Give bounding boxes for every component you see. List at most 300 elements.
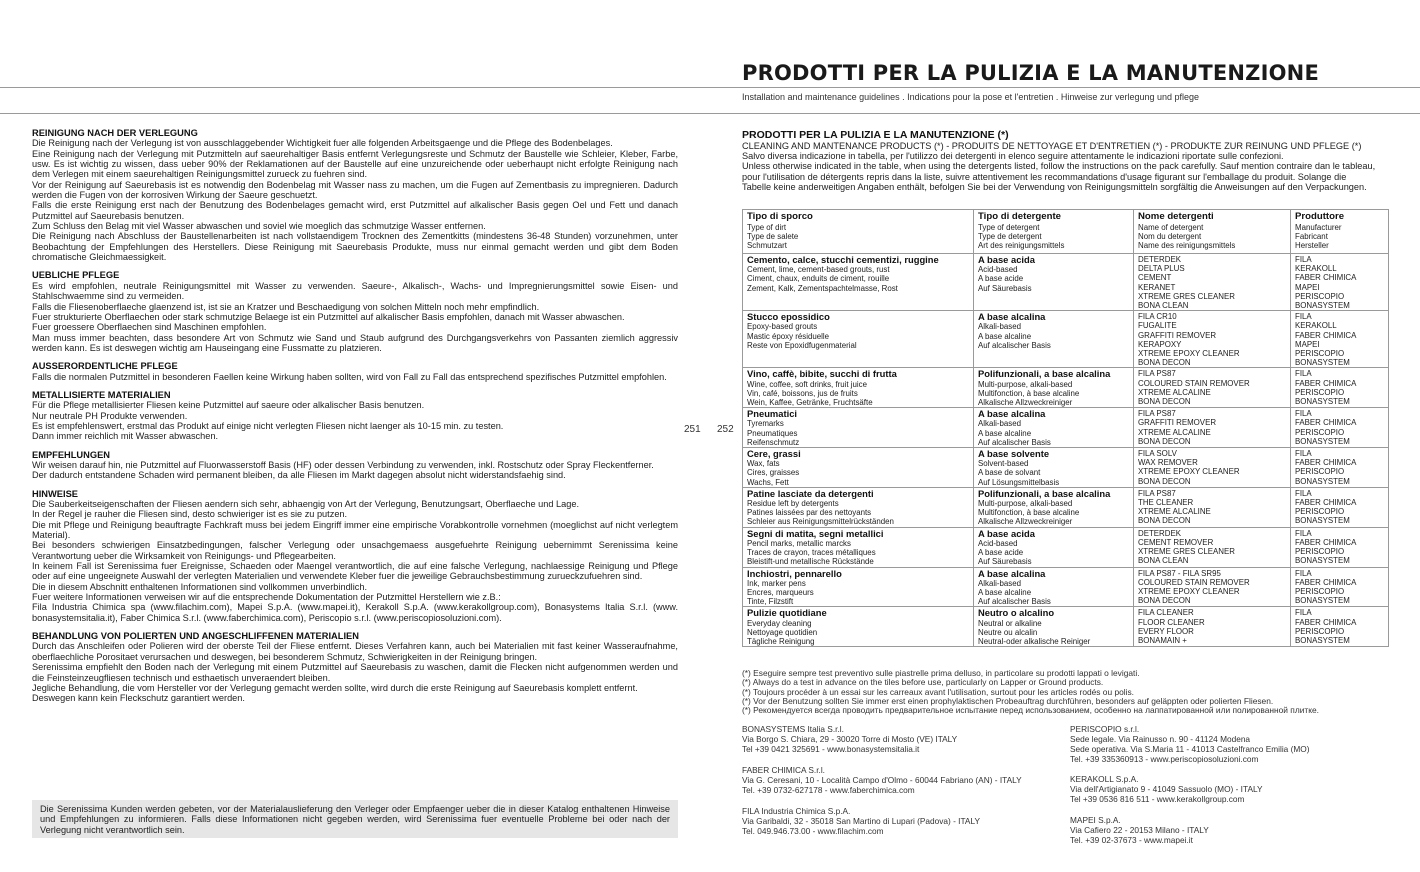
detergent-type-translation: Alkali-based <box>978 419 1021 429</box>
detergent-names-cell <box>1134 527 1291 567</box>
table-row <box>743 487 1389 527</box>
detergent-name: BONAMAIN + <box>1138 635 1187 645</box>
detergent-names-cell <box>1134 311 1291 368</box>
detergent-name: KERAPOXY <box>1138 339 1182 349</box>
detergent-name: BONA DECON <box>1138 596 1191 606</box>
detergent-names-cell <box>1134 408 1291 448</box>
section-paragraph: Fuer groessere Oberflaechen sind Maschinen empfohlen. <box>32 322 267 333</box>
contact-block <box>1070 725 1310 765</box>
detergent-type: Polifunzionali, a base alcalina <box>978 487 1111 499</box>
detergent-name: FILA PS87 - FILA SR95 <box>1138 568 1221 578</box>
dirt-type-translation: Bleistift-und metallische Rückstände <box>747 557 874 567</box>
manufacturer-name: FABER CHIMICA <box>1295 577 1357 587</box>
section-paragraph: Dann immer reichlich mit Wasser abwaschen. <box>32 431 219 442</box>
detergent-name: EVERY FLOOR <box>1138 626 1194 636</box>
detergent-name: WAX REMOVER <box>1138 458 1198 468</box>
dirt-type-cell <box>743 567 974 607</box>
detergent-name: DETERDEK <box>1138 255 1181 264</box>
dirt-type-translation: Everyday cleaning <box>747 618 812 628</box>
detergent-name: FILA PS87 <box>1138 409 1176 419</box>
section-paragraph: Fuer weitere Informationen verweisen wir auf die entsprechende Dokumentation der Putzmittel Herstellern wie z.B.: <box>32 592 501 603</box>
manufacturer-name: PERISCOPIO <box>1295 427 1345 437</box>
detergent-type-translation: Multi-purpose, alkali-based <box>978 499 1073 509</box>
dirt-type-cell <box>743 487 974 527</box>
manufacturer-cell <box>1291 448 1389 488</box>
detergent-name: BONA DECON <box>1138 358 1191 368</box>
detergent-type-translation: A base alcaline <box>978 587 1032 597</box>
detergent-name: XTREME ALCALINE <box>1138 507 1211 517</box>
detergent-type-translation: A base alcaline <box>978 331 1032 341</box>
contact-name: MAPEI S.p.A. <box>1070 815 1121 825</box>
contact-line: Sede operativa. Via S.Maria 11 - 41013 Castelfranco Emilia (MO) <box>1070 743 1310 754</box>
detergent-name: CEMENT REMOVER <box>1138 537 1214 547</box>
cleaning-products-table <box>742 209 1389 647</box>
column-header-title: Tipo di detergente <box>978 211 1061 222</box>
detergent-type-translation: Multi-purpose, alkali-based <box>978 379 1073 389</box>
section-paragraph: Nur neutrale PH Produkte verwenden. <box>32 410 188 421</box>
table-row <box>743 408 1389 448</box>
section-paragraph: Der dadurch entstandene Schaden wird permanent bleiben, da alle Fliesen im Markt dagegen absolut nicht widerstandsfaehig sind. <box>32 470 566 481</box>
detergent-type-translation: Auf Lösungsmittelbasis <box>978 477 1060 487</box>
manufacturer-name: FABER CHIMICA <box>1295 378 1357 388</box>
table-row <box>743 368 1389 408</box>
left-column <box>32 128 678 712</box>
section-title: METALLISIERTE MATERIALIEN <box>32 389 171 400</box>
detergent-names-cell <box>1134 567 1291 607</box>
detergent-type: Neutro o alcalino <box>978 607 1055 619</box>
column-header-translation: Hersteller <box>1295 240 1329 250</box>
detergent-name: BONA DECON <box>1138 397 1191 407</box>
column-header-translation: Schmutzart <box>747 240 787 250</box>
section-paragraph: Die Reinigung nach der Verlegung ist von ausschlaggebender Wichtigkeit fuer alle folgenden Arbeitsgaenge und die Pflege des Bodenbelages. <box>32 138 613 149</box>
intro-line: Salvo diversa indicazione in tabella, per l'utilizzo dei detergenti in elenco seguire attentamente le indicazioni riportate sulle confezioni. <box>742 151 1284 162</box>
detergent-name: XTREME EPOXY CLEANER <box>1138 467 1240 477</box>
section-paragraph: Fuer strukturierte Oberflaechen oder stark schmutzige Belaege ist ein Putzmittel auf alkalischer Basis empfohlen, danach mit Wasser abwaschen. <box>32 311 625 322</box>
dirt-type: Pulizie quotidiane <box>747 607 827 619</box>
manufacturer-cell <box>1291 254 1389 311</box>
column-header-translation: Type of detergent <box>978 222 1040 232</box>
section-paragraph: Es wird empfohlen, neutrale Reinigungsmittel mit Wasser zu verwenden. Saeure-, Alkalisch-, Wachs- und Impregnierungsmittel sowie Eisen- und Stahlschwaemme sind zu vermeiden. <box>32 280 678 302</box>
detergent-type-translation: Alkali-based <box>978 578 1021 588</box>
contact-name: FABER CHIMICA S.r.l. <box>742 765 825 775</box>
detergent-type-translation: Neutre ou alcalin <box>978 627 1038 637</box>
intro-line: Tabelle keine anderweitigen Angaben enthält, befolgen Sie bei der Verwendung von Reinigungsmitteln sorgfältig die Anweisungen auf den Verpackungen. <box>742 181 1367 192</box>
note-line: (*) Always do a test in advance on the tiles before use, particularly on Lapper or Ground products. <box>742 677 1104 688</box>
contact-line: Tel +39 0421 325691 - www.bonasystemsitalia.it <box>742 743 920 754</box>
manufacturer-name: FABER CHIMICA <box>1295 537 1357 547</box>
detergent-name: BONA CLEAN <box>1138 556 1189 566</box>
column-header-translation: Name des reinigungsmittels <box>1138 240 1236 250</box>
manufacturer-name: FILA <box>1295 312 1312 322</box>
detergent-name: FLOOR CLEANER <box>1138 617 1205 627</box>
section-2 <box>32 270 678 353</box>
dirt-type-translation: Pneumatiques <box>747 428 798 438</box>
contact-block <box>742 807 980 837</box>
page-number-left: 251 <box>684 424 701 435</box>
detergent-type: Polifunzionali, a base alcalina <box>978 368 1111 380</box>
column-header-title: Tipo di sporco <box>747 211 813 222</box>
detergent-name: FILA PS87 <box>1138 488 1176 498</box>
detergent-type-translation: Alkalische Allzweckreiniger <box>978 398 1073 408</box>
section-6 <box>32 489 678 623</box>
dirt-type-translation: Tyremarks <box>747 419 784 429</box>
contact-line: Via dell'Artigianato 9 - 41049 Sassuolo (MO) - ITALY <box>1070 783 1263 794</box>
table-header-row <box>743 210 1389 254</box>
note-line: (*) Toujours procéder à un essai sur les carreaux avant l'utilisation, surtout pour les articles rodés ou polis. <box>742 686 1135 697</box>
contact-line: Via G. Ceresani, 10 - Località Campo d'Olmo - 60044 Fabriano (AN) - ITALY <box>742 774 1022 785</box>
detergent-type-cell <box>974 368 1134 408</box>
detergent-name: BONA DECON <box>1138 436 1191 446</box>
manufacturer-name: FABER CHIMICA <box>1295 418 1357 428</box>
detergent-name: FILA PS87 <box>1138 369 1176 379</box>
detergent-name: XTREME GRES CLEANER <box>1138 291 1235 301</box>
manufacturer-name: FABER CHIMICA <box>1295 458 1357 468</box>
contact-line: Tel. 049.946.73.00 - www.filachim.com <box>742 825 884 836</box>
dirt-type-translation: Reifenschmutz <box>747 437 800 447</box>
section-title: AUSSERORDENTLICHE PFLEGE <box>32 361 178 372</box>
section-3 <box>32 361 678 382</box>
detergent-type: A base alcalina <box>978 311 1046 323</box>
contact-name: FILA Industria Chimica S.p.A. <box>742 806 851 816</box>
detergent-type-translation: Auf alcalischer Basis <box>978 437 1051 447</box>
manufacturer-cell <box>1291 487 1389 527</box>
header-rule-bottom <box>0 113 1420 114</box>
section-paragraph: Vor der Reinigung auf Saeurebasis ist es notwendig den Bodenbelag mit Wasser nass zu machen, um die Fugen auf Zementbasis zu impregnieren. Dadurch werden die Fugen von der korrosiven Wirkung der Saeure geschuetzt. <box>32 179 678 201</box>
right-intro <box>742 129 1388 192</box>
column-header <box>1291 210 1389 254</box>
detergent-type: A base acida <box>978 527 1035 539</box>
contact-name: KERAKOLL S.p.A. <box>1070 774 1139 784</box>
dirt-type-translation: Mastic époxy résiduelle <box>747 331 830 341</box>
section-paragraph: Die mit Pflege und Reinigung beauftragte Fachkraft muss bei jedem Eingriff immer eine empirische Vorabkontrolle vornehmen (moeglichst auf nicht verlegtem Material). <box>32 519 678 541</box>
manufacturer-name: PERISCOPIO <box>1295 387 1345 397</box>
detergent-type-translation: A base de solvant <box>978 468 1041 478</box>
page-subtitle: Installation and maintenance guidelines . Indications pour la pose et l'entretien . Hinweise zur verlegung und pflege <box>742 92 1200 102</box>
detergent-name: COLOURED STAIN REMOVER <box>1138 577 1250 587</box>
column-header <box>974 210 1134 254</box>
dirt-type-cell <box>743 448 974 488</box>
detergent-name: BONA DECON <box>1138 516 1191 526</box>
dirt-type: Patine lasciate da detergenti <box>747 487 874 499</box>
detergent-name: XTREME ALCALINE <box>1138 387 1211 397</box>
intro-line: CLEANING AND MANTENANCE PRODUCTS (*) - PRODUITS DE NETTOYAGE ET D'ENTRETIEN (*) - PRODUKTE ZUR REINUNG UND PFLEGE (*) <box>742 141 1362 151</box>
manufacturer-name: KERAKOLL <box>1295 321 1337 331</box>
section-title: HINWEISE <box>32 488 78 499</box>
table-row <box>743 448 1389 488</box>
detergent-type-translation: Auf Säurebasis <box>978 283 1032 293</box>
note-line: (*) Vor der Benutzung sollten Sie immer erst einen prophylaktischen Probeauftrag durchführen, besonders auf geläppten oder polierten Fliesen. <box>742 695 1274 706</box>
column-header-translation: Type de detergent <box>978 231 1042 241</box>
detergent-type-cell <box>974 254 1134 311</box>
detergent-type-translation: Solvent-based <box>978 459 1029 469</box>
section-paragraph: Die Sauberkeitseigenschaften der Fliesen aendern sich sehr, abhaengig von Art der Verlegung, Benutzungsart, Oberflaeche und Lage. <box>32 499 580 509</box>
section-7 <box>32 631 678 703</box>
section-paragraph: Deswegen kann kein Fleckschutz garantiert werden. <box>32 693 245 704</box>
test-notes <box>742 669 1388 715</box>
section-paragraph: Falls die erste Reinigung erst nach der Benutzung des Bodenbelages gemacht wird, erst Putzmittel auf alkalischer Basis gegen Oel und Fett und danach Putzmittel auf Saeurebasis benutzen. <box>32 200 678 221</box>
dirt-type-translation: Pencil marks, metallic marcks <box>747 538 851 548</box>
detergent-names-cell <box>1134 607 1291 647</box>
section-paragraph: Fila Industria Chimica spa (www.filachim.com), Mapei S.p.A. (www.mapei.it), Kerakoll S.p.A. (www.kerakollgroup.com), Bonasystems Italia S.r.l. (www. bonasystemsitalia.it), Faber Chimica S.r.l. (www.faberchimica.com), Periscopio s.r.l. (www.periscopiosoluzioni.com). <box>32 602 678 623</box>
manufacturer-name: BONASYSTEM <box>1295 397 1350 407</box>
detergent-type-cell <box>974 448 1134 488</box>
table-body <box>743 254 1389 647</box>
column-header-translation: Fabricant <box>1295 231 1328 241</box>
detergent-type-translation: A base acide <box>978 548 1024 558</box>
dirt-type-cell <box>743 408 974 448</box>
contact-line: Via Borgo S. Chiara, 29 - 30020 Torre di Mosto (VE) ITALY <box>742 733 958 744</box>
contact-line: Sede legale. Via Rainusso n. 90 - 41124 Modena <box>1070 733 1251 744</box>
dirt-type: Cere, grassi <box>747 448 801 460</box>
column-header-translation: Name of detergent <box>1138 222 1204 232</box>
section-paragraph: Durch das Anschleifen oder Polieren wird der oberste Teil der Fliese entfernt. Dieses Verfahren kann, auch bei Materialien mit fast keiner Wasseraufnahme, oberflaechliche Porositaet verursachen und deswegen, bei besonderem Schmutz, Schwierigkeiten in der Reinigung bringen. <box>32 641 678 662</box>
manufacturer-name: FABER CHIMICA <box>1295 273 1357 283</box>
detergent-type-translation: Multifonction, à base alcaline <box>978 388 1080 398</box>
dirt-type: Pneumatici <box>747 408 798 420</box>
dirt-type-translation: Epoxy-based grouts <box>747 322 818 332</box>
column-header-translation: Nom du detergent <box>1138 231 1202 241</box>
contact-name: PERISCOPIO s.r.l. <box>1070 724 1140 734</box>
header-rule-top <box>0 87 1420 88</box>
manufacturer-name: PERISCOPIO <box>1295 626 1345 636</box>
section-paragraph: Wir weisen darauf hin, nie Putzmittel auf Fluorwasserstoff Basis (HF) oder dessen Verbindung zu verwenden, inkl. Rostschutz oder Spray Fleckentferner. <box>32 459 654 470</box>
section-paragraph: Zum Schluss den Belag mit viel Wasser abwaschen und soviel wie moeglich das schmutzige Wasser entfernen. <box>32 221 486 232</box>
detergent-type-cell <box>974 527 1134 567</box>
page-number-right: 252 <box>717 424 734 435</box>
manufacturer-name: BONASYSTEM <box>1295 476 1350 486</box>
section-paragraph: Jegliche Behandlung, die vom Hersteller vor der Verlegung gemacht werden sollte, wird durch die erste Reinigung auf Saeurebasis komplett entfernt. <box>32 682 638 693</box>
dirt-type-cell <box>743 607 974 647</box>
manufacturer-name: FILA <box>1295 409 1312 419</box>
dirt-type-translation: Traces de crayon, traces métalliques <box>747 548 876 558</box>
contact-block <box>1070 775 1263 805</box>
section-5 <box>32 450 678 481</box>
detergent-name: COLOURED STAIN REMOVER <box>1138 378 1250 388</box>
detergent-type-cell <box>974 487 1134 527</box>
note-line: (*) Eseguire sempre test preventivo sulle piastrelle prima delluso, in particolare su prodotti lappati o levigati. <box>742 668 1140 678</box>
detergent-type-translation: A base alcaline <box>978 428 1032 438</box>
manufacturer-name: FILA <box>1295 568 1312 578</box>
manufacturer-cell <box>1291 311 1389 368</box>
manufacturer-name: PERISCOPIO <box>1295 467 1345 477</box>
detergent-name: XTREME ALCALINE <box>1138 427 1211 437</box>
detergent-type-translation: Auf alcalischer Basis <box>978 340 1051 350</box>
manufacturer-cell <box>1291 567 1389 607</box>
dirt-type-cell <box>743 311 974 368</box>
dirt-type-translation: Patines laissées par des nettoyants <box>747 508 872 518</box>
detergent-names-cell <box>1134 368 1291 408</box>
dirt-type-translation: Zement, Kalk, Zementspachtelmasse, Rost <box>747 283 898 293</box>
dirt-type-translation: Ink, marker pens <box>747 578 806 588</box>
dirt-type-translation: Wein, Kaffee, Getränke, Fruchtsäfte <box>747 398 873 408</box>
contact-line: Tel. +39 02-37673 - www.mapei.it <box>1070 834 1193 845</box>
dirt-type-translation: Wachs, Fett <box>747 477 789 487</box>
detergent-type-cell <box>974 607 1134 647</box>
detergent-name: FILA CLEANER <box>1138 608 1194 618</box>
table-row <box>743 607 1389 647</box>
note-line: (*) Рекомендуется всегда проводить предварительное испытание перед использованием, особенно на лаппатированной или полированной плитке. <box>742 705 1319 716</box>
section-4 <box>32 390 678 442</box>
contact-block <box>742 725 957 755</box>
manufacturer-name: PERISCOPIO <box>1295 507 1345 517</box>
dirt-type: Cemento, calce, stucchi cementizi, ruggine <box>747 254 939 265</box>
section-paragraph: Falls die normalen Putzmittel in besonderen Faellen keine Wirkung haben sollten, wird von Fall zu Fall das entsprechend spezifisches Putzmittel empfohlen. <box>32 371 667 382</box>
section-paragraph: In der Regel je rauher die Fliesen sind, desto schwieriger ist es sie zu putzen. <box>32 509 348 520</box>
manufacturer-name: FILA <box>1295 449 1312 459</box>
manufacturer-name: BONASYSTEM <box>1295 596 1350 606</box>
dirt-type-translation: Nettoyage quotidien <box>747 627 818 637</box>
section-paragraph: Serenissima empfiehlt den Boden nach der Verlegung mit einem Putzmittel auf Saeurebasis zu waschen, damit die Flecken nicht aufgenommen werden und die Feinsteinzeugfliesen technisch und esthaetisch unveraendert bleiben. <box>32 662 678 683</box>
detergent-name: BONA CLEAN <box>1138 301 1189 311</box>
column-header-translation: Type de salete <box>747 231 799 241</box>
dirt-type: Stucco epossidico <box>747 311 830 323</box>
contact-block <box>742 766 1022 796</box>
detergent-name: CEMENT <box>1138 273 1172 283</box>
column-header-translation: Type of dirt <box>747 222 787 232</box>
page-title: PRODOTTI PER LA PULIZIA E LA MANUTENZIONE <box>742 61 1319 85</box>
manufacturer-cell <box>1291 368 1389 408</box>
detergent-names-cell <box>1134 254 1291 311</box>
detergent-type-translation: A base acide <box>978 274 1024 284</box>
manufacturer-name: BONASYSTEM <box>1295 635 1350 645</box>
section-title: REINIGUNG NACH DER VERLEGUNG <box>32 128 198 138</box>
detergent-name: FILA SOLV <box>1138 449 1177 459</box>
section-paragraph: In keinem Fall ist Serenissima fuer Ereignisse, Schaeden oder Maengel verantwortlich, die auf eine falsche Verlegung, nachlaessige Reinigung und Pflege oder auf eine ungeeignete Auswahl der verlegten Materialien und verwendete Kleber fuer die jeweilige Gebrauchsbestimmung zurueckzufuehren sind. <box>32 561 678 582</box>
dirt-type-cell <box>743 368 974 408</box>
detergent-type-cell <box>974 408 1134 448</box>
manufacturer-cell <box>1291 607 1389 647</box>
section-paragraph: Man muss immer beachten, dass besondere Art von Schmutz wie Sand und Staub aufgrund des Durchgangsverkehrs von Passanten ziemlich aggressiv werden kann. Es ist deswegen wichtig am Hauseingang eine Fussmatte zu platzieren. <box>32 332 678 353</box>
dirt-type-translation: Wine, coffee, soft drinks, fruit juice <box>747 379 868 389</box>
manufacturer-name: FILA <box>1295 255 1312 264</box>
detergent-name: XTREME EPOXY CLEANER <box>1138 349 1240 359</box>
manufacturer-cell <box>1291 408 1389 448</box>
detergent-type-translation: Multifonction, à base alcaline <box>978 508 1080 518</box>
detergent-type-translation: Alkalische Allzweckreiniger <box>978 517 1073 527</box>
dirt-type-translation: Schleier aus Reinigungsmittelrückständen <box>747 517 894 527</box>
detergent-type-translation: Auf alcalischer Basis <box>978 597 1051 607</box>
manufacturer-name: BONASYSTEM <box>1295 301 1350 311</box>
section-1 <box>32 128 678 262</box>
contact-line: Tel. +39 335360913 - www.periscopiosoluzioni.com <box>1070 753 1259 764</box>
table-row <box>743 527 1389 567</box>
detergent-type-translation: Neutral or alkaline <box>978 618 1042 628</box>
detergent-name: FUGALITE <box>1138 321 1177 331</box>
contact-name: BONASYSTEMS Italia S.r.l. <box>742 724 844 734</box>
manufacturer-name: BONASYSTEM <box>1295 358 1350 368</box>
manufacturer-name: BONASYSTEM <box>1295 556 1350 566</box>
detergent-type-cell <box>974 311 1134 368</box>
dirt-type-cell <box>743 254 974 311</box>
dirt-type-translation: Residue left by detergents <box>747 499 839 509</box>
detergent-name: XTREME GRES CLEANER <box>1138 547 1235 557</box>
dirt-type-translation: Vin, café, boissons, jus de fruits <box>747 388 858 398</box>
intro-line: pour l'utilisation de détergents repris dans la liste, suivre attentivement les recommandations d'usage figurant sur l'emballage du produit. Solange die <box>742 171 1347 182</box>
detergent-name: BONA DECON <box>1138 476 1191 486</box>
dirt-type-translation: Wax, fats <box>747 459 780 469</box>
manufacturer-name: FILA <box>1295 608 1312 618</box>
detergent-name: XTREME EPOXY CLEANER <box>1138 586 1240 596</box>
dirt-type-translation: Ciment, chaux, enduits de ciment, rouille <box>747 274 890 284</box>
detergent-name: THE CLEANER <box>1138 498 1194 508</box>
dirt-type-translation: Encres, marqueurs <box>747 587 814 597</box>
detergent-name: FILA CR10 <box>1138 312 1177 322</box>
manufacturer-name: MAPEI <box>1295 339 1320 349</box>
manufacturer-name: KERAKOLL <box>1295 264 1337 274</box>
section-paragraph: Die in diesem Abschnitt enthaltenen Informationen sind vollkommen unverbindlich. <box>32 581 368 592</box>
manufacturer-name: FILA <box>1295 528 1312 538</box>
column-header-translation: Manufacturer <box>1295 222 1342 232</box>
intro-line: Unless otherwise indicated in the table, when using the detergents listed, follow the instructions on the pack carefully. Sauf mention contraire dan le tableau, <box>742 161 1376 172</box>
detergent-names-cell <box>1134 487 1291 527</box>
table-row <box>743 254 1389 311</box>
section-paragraph: Eine Reinigung nach der Verlegung mit Putzmitteln auf saeurehaltiger Basis entfernt Verlegungsreste und Schmutz der Baustelle wie Schleier, Kleber, Farbe, usw. Es ist wichtig zu wissen, dass ueber 90% der Reklamationen auf der Baustelle auf eine unzureichende oder ueberhaupt nicht erfolgte Reinigung nach dem Verlegen mit einem saeurehaltigen Reinigungsmittel zurueck zu fuehren sind. <box>32 148 678 180</box>
detergent-names-cell <box>1134 448 1291 488</box>
dirt-type-translation: Cement, lime, cement-based grouts, rust <box>747 265 890 275</box>
manufacturer-cell <box>1291 527 1389 567</box>
detergent-name: DELTA PLUS <box>1138 264 1185 274</box>
section-paragraph: Es ist empfehlenswert, erstmal das Produkt auf einige nicht verlegten Fliesen nicht laenger als 10-15 min. zu testen. <box>32 420 504 431</box>
detergent-type-translation: Auf Säurebasis <box>978 557 1032 567</box>
contact-line: Tel. +39 0732-627178 - www.faberchimica.com <box>742 784 915 795</box>
manufacturer-name: FILA <box>1295 488 1312 498</box>
column-header-title: Nome detergenti <box>1138 211 1214 222</box>
section-paragraph: Für die Pflege metallisierter Fliesen keine Putzmittel auf saeure oder alkalischer Basis benutzen. <box>32 400 425 411</box>
detergent-name: DETERDEK <box>1138 528 1181 538</box>
column-header <box>1134 210 1291 254</box>
contact-block <box>1070 816 1209 846</box>
dirt-type-translation: Tinte, Filzstift <box>747 597 794 607</box>
section-paragraph: Die Reinigung nach Abschluss der Baustellenarbeiten ist nach vollstaendigem Trocknen des Zementkitts (mindestens 36-48 Stunden) vorzunehmen, unter Beobachtung der Empfehlungen des Herstellers. Diese Reinigung mit Saeurebasis Produkte, muss nur einmal gemacht werden und gibt dem Boden chromatische Gleichmaessigkeit. <box>32 231 678 263</box>
manufacturer-name: FABER CHIMICA <box>1295 617 1357 627</box>
detergent-type: A base solvente <box>978 448 1050 460</box>
section-paragraph: Falls die Fliesenoberflaeche glaenzend ist, ist sie an Kratzer und Beschaedigung von solchen Mitteln noch mehr empfindlich. <box>32 301 540 312</box>
table-row <box>743 311 1389 368</box>
contact-line: Via Garibaldi, 32 - 35018 San Martino di Lupari (Padova) - ITALY <box>742 815 980 826</box>
table-row <box>743 567 1389 607</box>
detergent-name: KERANET <box>1138 282 1176 292</box>
section-title: EMPFEHLUNGEN <box>32 449 110 460</box>
manufacturer-name: FILA <box>1295 369 1312 379</box>
detergent-type: A base alcalina <box>978 567 1046 579</box>
dirt-type: Segni di matita, segni metallici <box>747 527 884 539</box>
section-title: UEBLICHE PFLEGE <box>32 270 120 281</box>
detergent-type-translation: Acid-based <box>978 265 1018 275</box>
manufacturer-name: PERISCOPIO <box>1295 349 1345 359</box>
detergent-type-translation: Neutral-oder alkalische Reiniger <box>978 636 1091 646</box>
dirt-type: Inchiostri, pennarello <box>747 567 842 579</box>
manufacturer-name: FABER CHIMICA <box>1295 330 1357 340</box>
column-header-title: Produttore <box>1295 211 1345 222</box>
detergent-type-translation: Alkali-based <box>978 322 1021 332</box>
manufacturer-name: BONASYSTEM <box>1295 436 1350 446</box>
manufacturer-name: PERISCOPIO <box>1295 547 1345 557</box>
manufacturer-name: PERISCOPIO <box>1295 291 1345 301</box>
manufacturer-name: MAPEI <box>1295 282 1320 292</box>
dirt-type: Vino, caffè, bibite, succhi di frutta <box>747 368 897 380</box>
dirt-type-translation: Tägliche Reinigung <box>747 636 815 646</box>
detergent-type-translation: Acid-based <box>978 538 1018 548</box>
section-title: BEHANDLUNG VON POLIERTEN UND ANGESCHLIFFENEN MATERIALIEN <box>32 631 359 642</box>
manufacturer-name: BONASYSTEM <box>1295 516 1350 526</box>
detergent-type-cell <box>974 567 1134 607</box>
dirt-type-translation: Reste von Epoxidfugenmaterial <box>747 340 857 350</box>
section-paragraph: Bei besonders schwierigen Einsatzbedingungen, falscher Verlegung oder unsachgemaess ausgefuehrte Reinigung uebernimmt Serenissima keine Verantwortung ueber die Wirksamkeit von Reinigungs- und Pflegearbeiten. <box>32 540 678 561</box>
dirt-type-translation: Cires, graisses <box>747 468 800 478</box>
contact-line: Tel +39 0536 816 511 - www.kerakollgroup.com <box>1070 793 1245 804</box>
column-header-translation: Art des reinigungsmittels <box>978 240 1065 250</box>
manufacturer-name: FABER CHIMICA <box>1295 498 1357 508</box>
